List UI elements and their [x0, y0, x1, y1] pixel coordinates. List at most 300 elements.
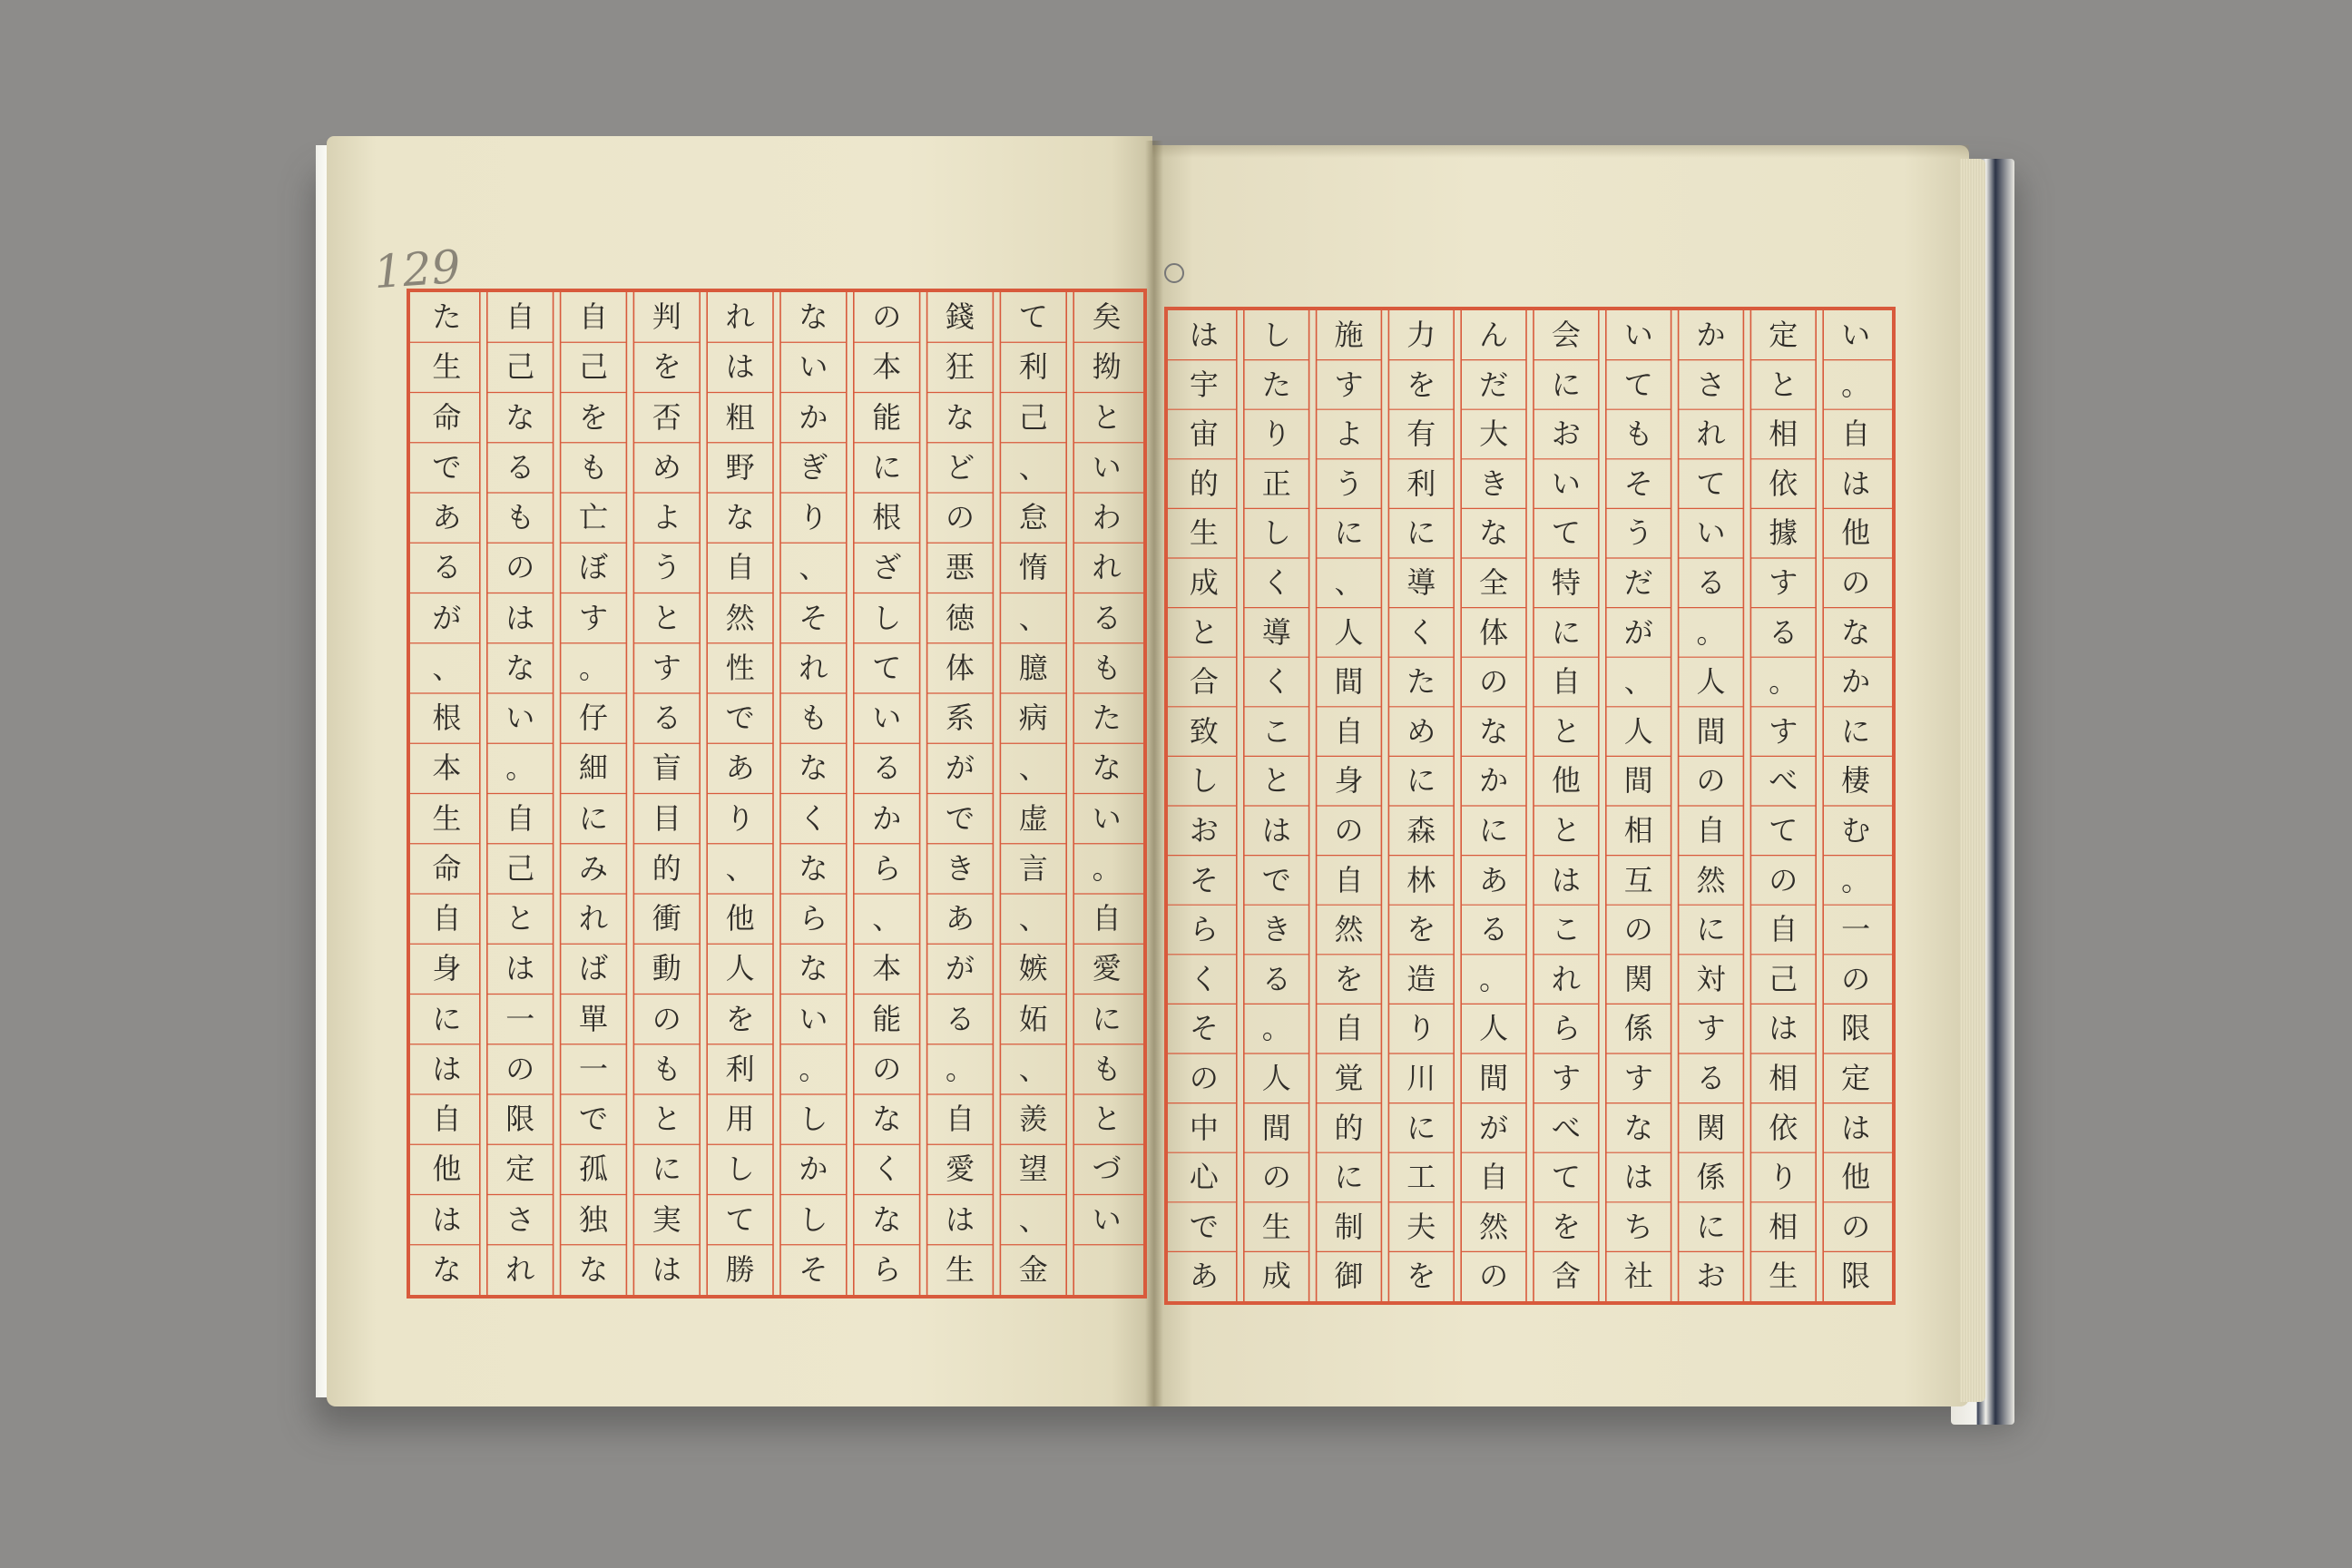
- handwritten-char: 御: [1334, 1259, 1364, 1294]
- handwritten-char: り: [725, 800, 755, 836]
- handwritten-char: 。: [1769, 664, 1798, 700]
- handwritten-char: 相: [1769, 416, 1798, 452]
- handwritten-char: そ: [1189, 862, 1219, 897]
- handwritten-char: 自: [505, 299, 535, 334]
- handwritten-char: に: [1334, 515, 1364, 551]
- handwritten-char: ざ: [872, 550, 902, 585]
- handwritten-char: 、: [1018, 600, 1048, 635]
- handwritten-char: 自: [1769, 912, 1798, 947]
- handwritten-char: か: [872, 800, 902, 836]
- handwritten-char: の: [1696, 763, 1726, 799]
- handwritten-char: 、: [1623, 664, 1653, 700]
- handwritten-char: り: [1769, 1160, 1798, 1195]
- handwritten-char: の: [1841, 961, 1871, 996]
- handwritten-char: を: [1406, 912, 1436, 947]
- handwritten-char: 係: [1696, 1160, 1726, 1195]
- handwritten-char: は: [725, 349, 755, 385]
- handwritten-char: 間: [1623, 763, 1653, 799]
- handwritten-char: 自: [1092, 901, 1122, 936]
- handwritten-char: 能: [872, 399, 902, 435]
- handwritten-char: 覚: [1334, 1060, 1364, 1095]
- handwritten-char: 身: [432, 951, 462, 986]
- handwritten-char: 己: [578, 349, 608, 385]
- handwritten-char: ば: [578, 951, 608, 986]
- handwritten-char: も: [578, 449, 608, 485]
- handwritten-char: に: [1406, 1110, 1436, 1145]
- handwritten-char: す: [1769, 564, 1798, 600]
- handwritten-char: 動: [652, 951, 681, 986]
- handwritten-char: 本: [432, 750, 462, 786]
- handwritten-char: り: [1261, 416, 1291, 452]
- handwritten-char: い: [799, 349, 828, 385]
- right-text-column-7: [1602, 310, 1675, 1301]
- handwritten-char: て: [872, 650, 902, 685]
- handwritten-char: 体: [945, 650, 975, 685]
- handwritten-char: 己: [1018, 399, 1048, 435]
- handwritten-char: 、: [1018, 1201, 1048, 1237]
- handwritten-char: 自: [1551, 664, 1581, 700]
- handwritten-char: か: [799, 1152, 828, 1187]
- handwritten-char: 根: [432, 701, 462, 735]
- handwritten-char: あ: [432, 500, 462, 534]
- handwritten-char: た: [432, 299, 462, 334]
- handwritten-char: 。: [1841, 862, 1871, 897]
- handwritten-char: が: [945, 750, 975, 786]
- handwritten-char: 限: [1841, 1259, 1871, 1294]
- handwritten-char: て: [1018, 299, 1048, 334]
- handwritten-char: な: [505, 399, 535, 435]
- handwritten-char: う: [652, 550, 681, 585]
- handwritten-char: と: [1551, 713, 1581, 749]
- handwritten-char: 否: [652, 399, 681, 435]
- handwritten-char: 一: [1841, 912, 1871, 947]
- handwritten-char: 限: [505, 1102, 535, 1136]
- handwritten-char: れ: [725, 299, 755, 334]
- handwritten-char: れ: [799, 650, 828, 685]
- left-text-column-8: [924, 292, 997, 1295]
- handwritten-char: を: [1334, 961, 1364, 996]
- handwritten-char: 関: [1623, 961, 1653, 996]
- handwritten-char: の: [1841, 564, 1871, 600]
- handwritten-char: 導: [1406, 564, 1436, 600]
- handwritten-char: の: [1769, 862, 1798, 897]
- handwritten-char: に: [1696, 912, 1726, 947]
- handwritten-char: く: [799, 800, 828, 836]
- handwritten-char: 的: [1189, 466, 1219, 501]
- handwritten-char: は: [1841, 1110, 1871, 1145]
- handwritten-char: 能: [872, 1001, 902, 1036]
- handwritten-char: れ: [1551, 961, 1581, 996]
- handwritten-char: し: [799, 1201, 828, 1237]
- handwritten-char: い: [1696, 515, 1726, 551]
- handwritten-char: に: [872, 449, 902, 485]
- handwritten-char: 性: [725, 650, 755, 685]
- handwritten-char: 中: [1189, 1110, 1219, 1145]
- handwritten-char: を: [652, 349, 681, 385]
- handwritten-char: を: [725, 1001, 755, 1036]
- handwritten-char: な: [578, 1251, 608, 1287]
- handwritten-char: ら: [872, 1251, 902, 1287]
- left-text-column-5: [703, 292, 777, 1295]
- handwritten-char: 身: [1334, 763, 1364, 799]
- handwritten-char: そ: [1189, 1011, 1219, 1046]
- handwritten-char: だ: [1479, 367, 1509, 402]
- handwritten-char: 臆: [1018, 650, 1048, 685]
- handwritten-char: て: [725, 1201, 755, 1237]
- handwritten-char: 衝: [652, 901, 681, 936]
- handwritten-char: 愛: [1092, 951, 1122, 986]
- handwritten-char: 独: [578, 1201, 608, 1237]
- handwritten-char: る: [1092, 600, 1122, 635]
- handwritten-char: れ: [1092, 550, 1122, 585]
- handwritten-char: り: [1406, 1011, 1436, 1046]
- handwritten-char: 相: [1769, 1060, 1798, 1095]
- page-edges: [1960, 159, 1985, 1402]
- handwritten-char: 成: [1261, 1259, 1291, 1294]
- handwritten-char: れ: [578, 901, 608, 936]
- handwritten-char: 導: [1261, 614, 1291, 650]
- handwritten-char: の: [1334, 812, 1364, 848]
- handwritten-char: 自: [725, 550, 755, 585]
- handwritten-char: 目: [652, 800, 681, 836]
- handwritten-char: に: [1479, 812, 1509, 848]
- handwritten-char: の: [1623, 912, 1653, 947]
- handwritten-char: と: [1261, 763, 1291, 799]
- handwritten-char: 望: [1018, 1152, 1048, 1187]
- handwritten-char: り: [799, 500, 828, 534]
- handwritten-char: 実: [652, 1201, 681, 1237]
- handwritten-char: 自: [578, 299, 608, 334]
- handwritten-char: 自: [432, 1102, 462, 1136]
- handwritten-char: は: [1189, 318, 1219, 352]
- handwritten-char: に: [1696, 1209, 1726, 1244]
- right-text-column-9: [1747, 310, 1819, 1301]
- handwritten-char: る: [432, 550, 462, 585]
- handwritten-char: べ: [1551, 1110, 1581, 1145]
- right-text-column-4: [1385, 310, 1457, 1301]
- handwritten-char: 一: [505, 1001, 535, 1036]
- handwritten-char: で: [945, 800, 975, 836]
- handwritten-char: に: [1551, 367, 1581, 402]
- handwritten-char: お: [1189, 812, 1219, 848]
- left-text-column-1: [410, 292, 484, 1295]
- page-top-shade: [1152, 145, 1969, 158]
- handwritten-char: 細: [578, 750, 608, 786]
- handwritten-char: 。: [1479, 961, 1509, 996]
- handwritten-char: こ: [1551, 912, 1581, 947]
- handwritten-char: て: [1551, 1160, 1581, 1195]
- handwritten-char: む: [1841, 812, 1871, 848]
- handwritten-char: そ: [799, 600, 828, 635]
- handwritten-char: か: [799, 399, 828, 435]
- handwritten-char: 人: [1696, 664, 1726, 700]
- handwritten-char: 錢: [945, 299, 975, 334]
- handwritten-char: れ: [1696, 416, 1726, 452]
- handwritten-char: い: [799, 1001, 828, 1036]
- handwritten-char: 大: [1479, 416, 1509, 452]
- left-text-column-6: [777, 292, 850, 1295]
- handwritten-char: 命: [432, 399, 462, 435]
- right-text-column-6: [1530, 310, 1602, 1301]
- handwritten-char: 本: [872, 951, 902, 986]
- handwritten-char: あ: [1189, 1259, 1219, 1294]
- handwritten-char: 勝: [725, 1251, 755, 1287]
- handwritten-char: 他: [725, 901, 755, 936]
- handwritten-char: す: [1334, 367, 1364, 402]
- handwritten-char: は: [1841, 466, 1871, 501]
- handwritten-char: 相: [1769, 1209, 1798, 1244]
- handwritten-char: 間: [1479, 1060, 1509, 1095]
- handwritten-char: 林: [1406, 862, 1436, 897]
- handwritten-char: し: [725, 1152, 755, 1187]
- handwritten-char: て: [1623, 367, 1653, 402]
- handwritten-char: な: [945, 399, 975, 435]
- handwritten-char: ち: [1623, 1209, 1653, 1244]
- handwritten-char: い: [1551, 466, 1581, 501]
- handwritten-char: で: [1261, 862, 1291, 897]
- right-text-column-5: [1457, 310, 1530, 1301]
- handwritten-char: 他: [1841, 1160, 1871, 1195]
- handwritten-char: は: [945, 1201, 975, 1237]
- handwritten-char: く: [1261, 664, 1291, 700]
- handwritten-char: か: [1696, 318, 1726, 352]
- handwritten-char: き: [1479, 466, 1509, 501]
- handwritten-char: し: [1261, 318, 1291, 352]
- left-text-column-2: [484, 292, 557, 1295]
- handwritten-char: の: [505, 1051, 535, 1086]
- handwritten-char: を: [1406, 1259, 1436, 1294]
- handwritten-char: で: [1189, 1209, 1219, 1244]
- handwritten-char: と: [652, 600, 681, 635]
- handwritten-char: す: [578, 600, 608, 635]
- handwritten-char: 工: [1406, 1160, 1436, 1195]
- handwritten-char: 的: [1334, 1110, 1364, 1145]
- handwritten-char: 、: [725, 850, 755, 886]
- punch-hole-mark: [1164, 263, 1184, 283]
- handwritten-char: 含: [1551, 1259, 1581, 1294]
- handwritten-char: を: [1551, 1209, 1581, 1244]
- handwritten-char: 、: [1018, 1051, 1048, 1086]
- handwritten-char: 悪: [945, 550, 975, 585]
- handwritten-char: 体: [1479, 614, 1509, 650]
- handwritten-char: か: [1479, 763, 1509, 799]
- handwritten-char: ら: [1551, 1011, 1581, 1046]
- handwritten-char: な: [872, 1102, 902, 1136]
- handwritten-char: お: [1696, 1259, 1726, 1294]
- handwritten-char: あ: [945, 901, 975, 936]
- handwritten-char: う: [1334, 466, 1364, 501]
- handwritten-char: た: [1092, 701, 1122, 735]
- handwritten-char: そ: [799, 1251, 828, 1287]
- handwritten-char: 自: [432, 901, 462, 936]
- handwritten-char: 利: [725, 1051, 755, 1086]
- handwritten-char: に: [578, 800, 608, 836]
- handwritten-char: わ: [1092, 500, 1122, 534]
- handwritten-char: と: [652, 1102, 681, 1136]
- handwritten-char: 特: [1551, 564, 1581, 600]
- handwritten-char: 会: [1551, 318, 1581, 352]
- handwritten-char: な: [1841, 614, 1871, 650]
- handwritten-char: の: [1479, 664, 1509, 700]
- handwritten-char: 。: [1092, 850, 1122, 886]
- handwritten-char: 野: [725, 449, 755, 485]
- handwritten-char: な: [1479, 713, 1509, 749]
- handwritten-char: 夫: [1406, 1209, 1436, 1244]
- handwritten-char: る: [505, 449, 535, 485]
- handwritten-char: 然: [1696, 862, 1726, 897]
- handwritten-char: 関: [1696, 1110, 1726, 1145]
- handwritten-char: の: [505, 550, 535, 585]
- handwritten-char: の: [872, 299, 902, 334]
- handwritten-char: 他: [1841, 515, 1871, 551]
- handwritten-char: 己: [1769, 961, 1798, 996]
- handwritten-char: で: [578, 1102, 608, 1136]
- handwritten-char: に: [1406, 515, 1436, 551]
- handwritten-char: 的: [652, 850, 681, 886]
- handwritten-char: い: [1623, 318, 1653, 352]
- handwritten-char: る: [1696, 1060, 1726, 1095]
- left-text-column-4: [630, 292, 703, 1295]
- handwritten-char: 宇: [1189, 367, 1219, 402]
- handwritten-char: 然: [1479, 1209, 1509, 1244]
- handwritten-char: と: [1551, 812, 1581, 848]
- handwritten-char: め: [1406, 713, 1436, 749]
- handwritten-char: 愛: [945, 1152, 975, 1187]
- handwritten-char: 限: [1841, 1011, 1871, 1046]
- handwritten-char: 。: [945, 1051, 975, 1086]
- handwritten-char: 虚: [1018, 800, 1048, 836]
- handwritten-char: 自: [1841, 416, 1871, 452]
- handwritten-char: が: [945, 951, 975, 986]
- handwritten-char: る: [1696, 564, 1726, 600]
- handwritten-char: 粗: [725, 399, 755, 435]
- handwritten-char: な: [1092, 750, 1122, 786]
- handwritten-char: 相: [1623, 812, 1653, 848]
- handwritten-char: も: [505, 500, 535, 534]
- handwritten-char: 施: [1334, 318, 1364, 352]
- handwritten-char: ら: [799, 901, 828, 936]
- handwritten-char: 依: [1769, 1110, 1798, 1145]
- handwritten-char: め: [652, 449, 681, 485]
- handwritten-char: と: [1092, 399, 1122, 435]
- handwritten-char: 利: [1406, 466, 1436, 501]
- handwritten-char: み: [578, 850, 608, 886]
- handwritten-char: 利: [1018, 349, 1048, 385]
- handwritten-char: の: [1841, 1209, 1871, 1244]
- handwritten-char: ら: [872, 850, 902, 886]
- handwritten-char: は: [505, 600, 535, 635]
- handwritten-char: 他: [1551, 763, 1581, 799]
- handwritten-char: 、: [1018, 901, 1048, 936]
- handwritten-char: な: [799, 750, 828, 786]
- handwritten-char: う: [1623, 515, 1653, 551]
- handwritten-char: 係: [1623, 1011, 1653, 1046]
- handwritten-char: 嫉: [1018, 951, 1048, 986]
- handwritten-char: 然: [1334, 912, 1364, 947]
- handwritten-char: る: [652, 701, 681, 735]
- handwritten-char: べ: [1769, 763, 1798, 799]
- handwritten-char: 怠: [1018, 500, 1048, 534]
- handwritten-char: 徳: [945, 600, 975, 635]
- handwritten-char: を: [578, 399, 608, 435]
- handwritten-char: 生: [432, 349, 462, 385]
- handwritten-char: が: [1623, 614, 1653, 650]
- handwritten-char: な: [1479, 515, 1509, 551]
- handwritten-char: 生: [1769, 1259, 1798, 1294]
- handwritten-char: に: [1841, 713, 1871, 749]
- handwritten-char: も: [1092, 1051, 1122, 1086]
- handwritten-char: 自: [1696, 812, 1726, 848]
- handwritten-char: 人: [1334, 614, 1364, 650]
- handwritten-char: 己: [505, 850, 535, 886]
- handwritten-char: は: [652, 1251, 681, 1287]
- handwritten-char: 系: [945, 701, 975, 735]
- handwritten-char: し: [1261, 515, 1291, 551]
- handwritten-char: す: [1769, 713, 1798, 749]
- handwritten-char: の: [1261, 1160, 1291, 1195]
- handwritten-char: 力: [1406, 318, 1436, 352]
- handwritten-char: と: [505, 901, 535, 936]
- handwritten-char: に: [1406, 763, 1436, 799]
- handwritten-char: な: [1623, 1110, 1653, 1145]
- handwritten-char: 合: [1189, 664, 1219, 700]
- handwritten-char: 自: [1334, 862, 1364, 897]
- handwritten-char: い: [505, 701, 535, 735]
- handwritten-char: よ: [652, 500, 681, 534]
- handwritten-char: だ: [1623, 564, 1653, 600]
- handwritten-char: 、: [1018, 750, 1048, 786]
- handwritten-char: た: [1261, 367, 1291, 402]
- handwritten-char: 本: [872, 349, 902, 385]
- handwritten-char: る: [1261, 961, 1291, 996]
- handwritten-char: 。: [1261, 1011, 1291, 1046]
- handwritten-char: の: [945, 500, 975, 534]
- handwritten-char: す: [652, 650, 681, 685]
- handwritten-char: と: [1189, 614, 1219, 650]
- handwritten-char: ど: [945, 449, 975, 485]
- handwritten-char: し: [1189, 763, 1219, 799]
- left-text-column-7: [850, 292, 924, 1295]
- handwritten-char: て: [1551, 515, 1581, 551]
- handwritten-char: 正: [1261, 466, 1291, 501]
- handwritten-char: 命: [432, 850, 462, 886]
- right-text-column-8: [1675, 310, 1748, 1301]
- handwritten-char: ん: [1479, 318, 1509, 352]
- handwritten-char: は: [1769, 1011, 1798, 1046]
- handwritten-char: 人: [1261, 1060, 1291, 1095]
- left-text-column-10: [1070, 292, 1143, 1295]
- handwritten-char: れ: [505, 1251, 535, 1287]
- handwritten-char: 社: [1623, 1259, 1653, 1294]
- handwritten-char: で: [725, 701, 755, 735]
- handwritten-char: 定: [1841, 1060, 1871, 1095]
- handwritten-char: 全: [1479, 564, 1509, 600]
- handwritten-char: 病: [1018, 701, 1048, 735]
- handwritten-char: く: [1189, 961, 1219, 996]
- handwritten-char: い: [1841, 318, 1871, 352]
- handwritten-char: 自: [505, 800, 535, 836]
- handwritten-char: て: [1769, 812, 1798, 848]
- handwritten-char: 致: [1189, 713, 1219, 749]
- handwritten-char: あ: [725, 750, 755, 786]
- handwritten-char: 單: [578, 1001, 608, 1036]
- handwritten-char: よ: [1334, 416, 1364, 452]
- handwritten-char: も: [1092, 650, 1122, 685]
- handwritten-char: る: [872, 750, 902, 786]
- handwritten-char: 造: [1406, 961, 1436, 996]
- handwritten-char: す: [1696, 1011, 1726, 1046]
- handwritten-char: は: [1261, 812, 1291, 848]
